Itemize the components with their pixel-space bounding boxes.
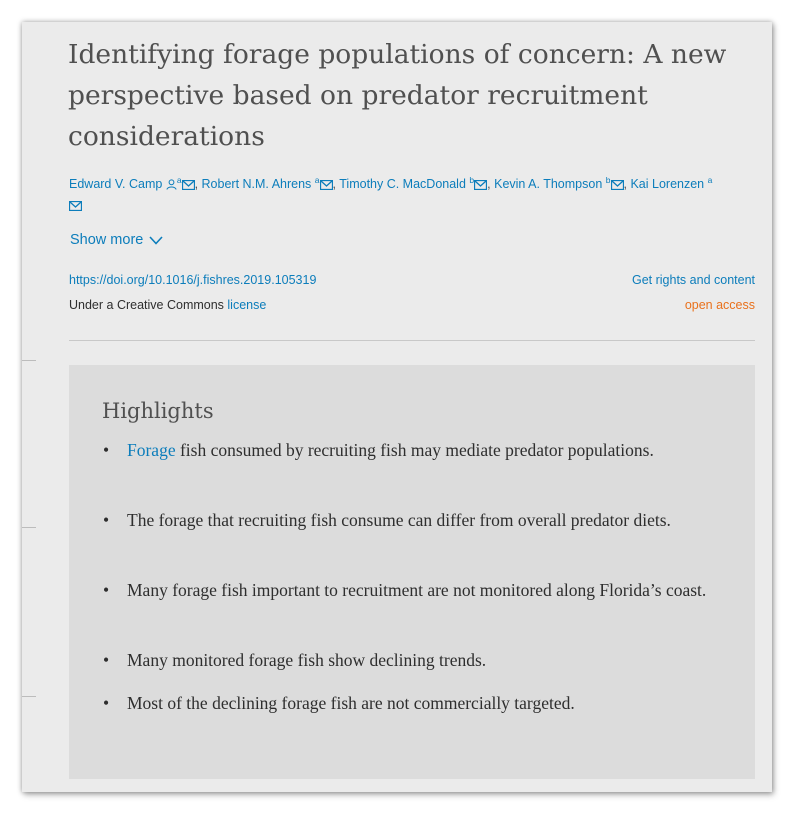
margin-tick <box>22 527 36 528</box>
margin-tick <box>22 360 36 361</box>
affiliation-marker[interactable]: a <box>707 174 713 185</box>
affiliation-marker[interactable]: a <box>314 174 320 185</box>
person-icon[interactable] <box>166 179 177 190</box>
open-access-label: open access <box>684 298 755 312</box>
license-link[interactable]: license <box>227 298 267 312</box>
author-name[interactable]: Kai Lorenzen <box>630 177 705 191</box>
highlight-text: Many monitored forage fish show declining trends. <box>127 650 487 670</box>
author-separator: , <box>623 177 627 191</box>
rights-link[interactable]: Get rights and content <box>632 273 755 287</box>
highlight-item <box>127 577 727 604</box>
author-name[interactable]: Kevin A. Thompson <box>494 177 603 191</box>
author-list <box>69 174 769 216</box>
highlight-text: fish consumed by recruiting fish may mediate predator populations. <box>175 440 654 460</box>
highlight-item <box>127 507 727 534</box>
chevron-down-icon <box>149 236 163 245</box>
license-line <box>69 298 266 312</box>
author-separator: , <box>487 177 491 191</box>
highlight-text: Most of the declining forage fish are not commercially targeted. <box>127 693 575 713</box>
article-page <box>22 22 772 792</box>
highlight-item <box>127 647 727 674</box>
highlights-section <box>69 365 755 779</box>
license-prefix: Under a Creative Commons <box>69 298 228 312</box>
author-item[interactable] <box>69 174 195 191</box>
mail-icon[interactable] <box>182 180 195 190</box>
author-separator: , <box>332 177 336 191</box>
highlight-item <box>127 690 727 717</box>
mail-icon[interactable] <box>474 180 487 190</box>
show-more-button[interactable] <box>70 232 163 248</box>
author-name[interactable]: Timothy C. MacDonald <box>339 177 466 191</box>
affiliation-marker[interactable]: b <box>469 174 475 185</box>
show-more-label: Show more <box>70 232 144 248</box>
highlight-item <box>127 437 727 464</box>
author-item[interactable] <box>339 174 487 191</box>
forage-link[interactable]: Forage <box>127 440 176 460</box>
author-separator: , <box>194 177 199 191</box>
author-item[interactable] <box>201 174 333 191</box>
margin-tick <box>22 696 36 697</box>
mail-icon[interactable] <box>69 201 82 211</box>
author-item[interactable] <box>494 174 623 191</box>
affiliation-marker[interactable]: b <box>605 174 611 185</box>
highlight-text: Many forage fish important to recruitment are not monitored along Florida’s coast. <box>127 580 707 600</box>
divider <box>69 340 755 341</box>
article-title: Identifying forage populations of concern: A new perspective based on predator recruitment considerations <box>68 39 727 152</box>
highlights-heading: Highlights <box>102 399 214 423</box>
author-name[interactable]: Edward V. Camp <box>69 177 163 191</box>
mail-icon[interactable] <box>611 180 624 190</box>
affiliation-marker[interactable]: a <box>176 174 182 185</box>
doi-link[interactable]: https://doi.org/10.1016/j.fishres.2019.105319 <box>69 273 317 287</box>
author-name[interactable]: Robert N.M. Ahrens <box>201 177 312 191</box>
highlight-text: The forage that recruiting fish consume can differ from overall predator diets. <box>127 510 671 530</box>
mail-icon[interactable] <box>320 180 333 190</box>
